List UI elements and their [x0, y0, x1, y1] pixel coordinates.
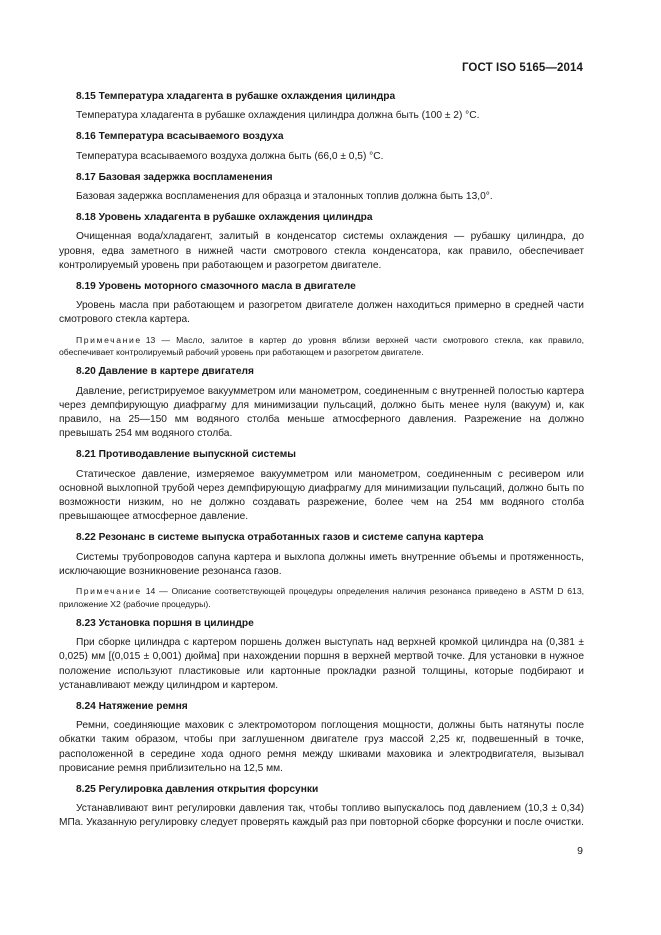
page-number: 9: [577, 845, 583, 857]
section-title: 8.19 Уровень моторного смазочного масла в двигателе: [76, 281, 356, 293]
section: [59, 700, 584, 776]
section-paragraph: Давление, регистрируемое вакуумметром или манометром, соединенным с внутренней полостью картера через демпфирующую диафрагму для минимизации пульсаций, должно быть менее нуля (вакуум) и, как правило, на 25—150 мм водяного столба меньше атмосферного давления. Разрежение на должно превышать 254 мм водяного столба.: [59, 385, 584, 440]
note: [59, 334, 584, 359]
note: [59, 585, 584, 610]
section-paragraph: Температура хладагента в рубашке охлаждения цилиндра должна быть (100 ± 2) °С.: [76, 110, 480, 122]
section-title: 8.17 Базовая задержка воспламенения: [76, 171, 273, 183]
section: [59, 365, 584, 441]
section-title: 8.16 Температура всасываемого воздуха: [76, 131, 284, 143]
section-title: 8.21 Противодавление выпускной системы: [76, 449, 296, 461]
note-text: 14 — Описание соответствующей процедуры определения наличия резонанса приведено в ASTM D 613, приложение X2 (рабочие процедуры).: [59, 586, 584, 609]
section-title: 8.23 Установка поршня в цилиндре: [76, 617, 254, 629]
section: [59, 617, 584, 693]
section: [59, 211, 584, 273]
section: [59, 90, 584, 123]
standard-header: ГОСТ ISO 5165—2014: [461, 62, 583, 74]
document-body: [59, 90, 584, 838]
section: [59, 783, 584, 831]
section: [59, 531, 584, 609]
note-label: Примечание: [76, 334, 142, 345]
section: [59, 171, 584, 204]
section-title: 8.22 Резонанс в системе выпуска отработанных газов и системе сапуна картера: [76, 532, 484, 544]
section: [59, 448, 584, 524]
note-text: 13 — Масло, залитое в картер до уровня вблизи верхней части смотрового стекла, как правило, обеспечивает контролируемый рабочий уровень при работающем и разогретом двигателе.: [59, 334, 584, 358]
section-title: 8.18 Уровень хладагента в рубашке охлаждения цилиндра: [76, 212, 373, 224]
section-paragraph: Статическое давление, измеряемое вакуумметром или манометром, соединенным с ресивером или основной выхлопной трубой через демпфирующую диафрагму для минимизации пульсаций, должно быть по возможности низким, но не должно создавать разрежение, более чем на 254 мм водяного столба превышающее атмосферное давление.: [59, 468, 584, 523]
section: [59, 280, 584, 358]
section-title: 8.25 Регулировка давления открытия форсунки: [76, 783, 319, 795]
section-paragraph: Уровень масла при работающем и разогретом двигателе должен находиться примерно в средней части смотрового стекла картера.: [59, 300, 584, 326]
section-paragraph: Температура всасываемого воздуха должна быть (66,0 ± 0,5) °С.: [76, 150, 384, 162]
section-title: 8.24 Натяжение ремня: [76, 700, 188, 712]
section-paragraph: Ремни, соединяющие маховик с электромотором поглощения мощности, должны быть натянуты после обкатки таким образом, чтобы при заглушенном двигателе груз массой 2,25 кг, подвешенный в точке, расположенной в середине хода одного ремня между шкивами маховика и электродвигателя, вызывал провисание ремня приблизительно на 12,5 мм.: [59, 720, 584, 774]
section-title: 8.20 Давление в картере двигателя: [76, 366, 254, 378]
section-title: 8.15 Температура хладагента в рубашке охлаждения цилиндра: [76, 91, 396, 102]
section-paragraph: Устанавливают винт регулировки давления так, чтобы топливо выпускалось под давлением (10,3 ± 0,34) МПа. Указанную регулировку следует проверять каждый раз при повторной сборке форсунки и после очистки.: [59, 803, 584, 829]
section-paragraph: При сборке цилиндра с картером поршень должен выступать над верхней кромкой цилиндра на (0,381 ± 0,025) мм [(0,015 ± 0,001) дюйма] при нахождении поршня в верхней мертвой точке. Для установки в нужное положение используют пластиковые или картонные прокладки разной толщины, которые подбирают и устанавливают между цилиндром и картером.: [59, 637, 584, 691]
section-paragraph: Очищенная вода/хладагент, залитый в конденсатор системы охлаждения — рубашку цилиндра, до уровня, едва заметного в нижней части смотрового стекла конденсатора, как правило, обеспечивает контролируемый уровень при работающем и разогретом двигателе.: [59, 231, 584, 271]
section-paragraph: Системы трубопроводов сапуна картера и выхлопа должны иметь внутренние объемы и протяженность, исключающие возникновение резонанса газов.: [59, 551, 584, 577]
note-label: Примечание: [76, 586, 142, 597]
section-paragraph: Базовая задержка воспламенения для образца и эталонных топлив должна быть 13,0°.: [76, 191, 493, 203]
section: [59, 130, 584, 163]
